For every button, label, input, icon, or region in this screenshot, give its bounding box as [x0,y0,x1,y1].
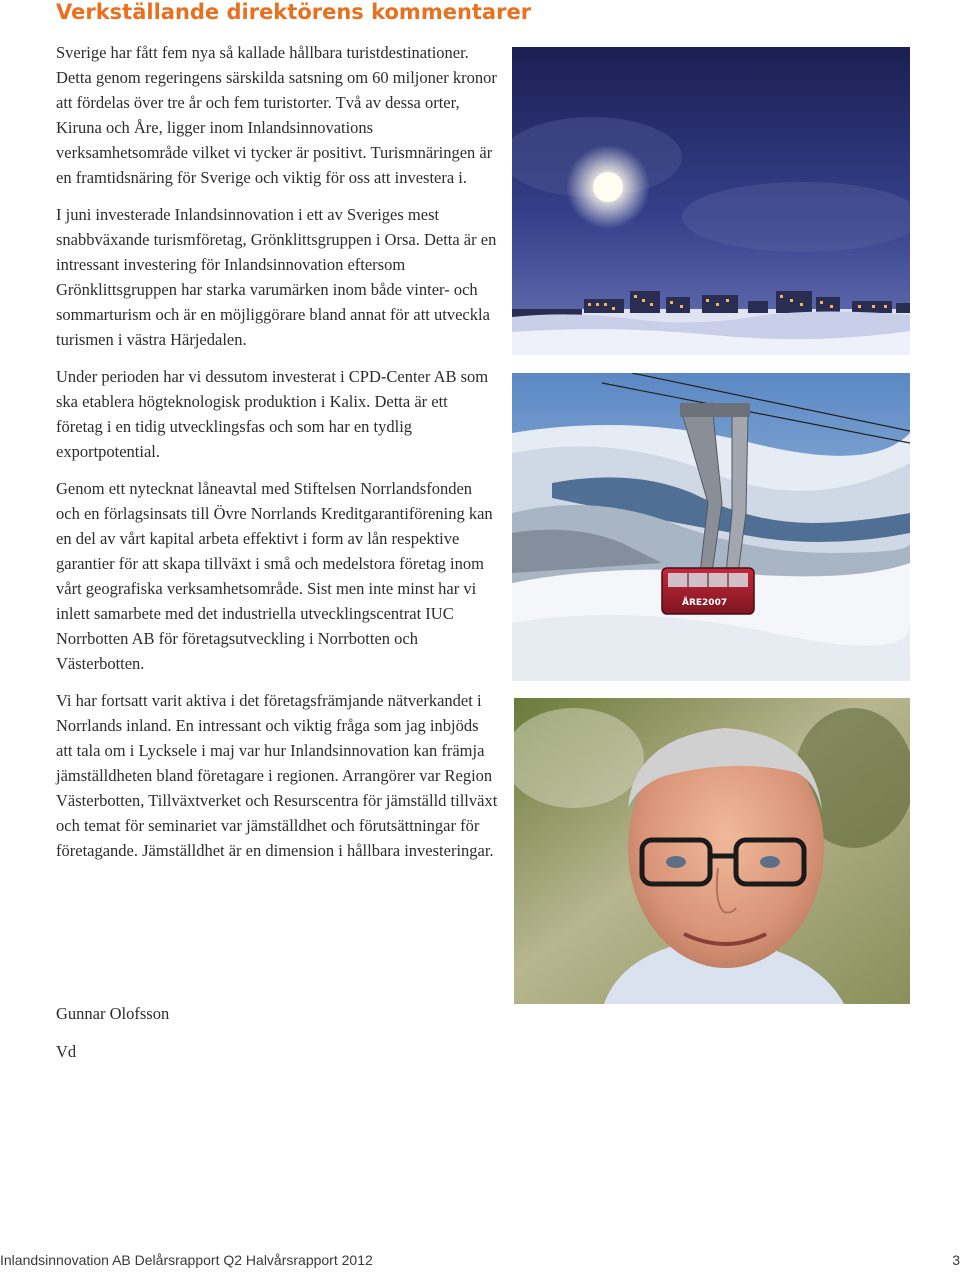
page-number: 3 [952,1252,960,1268]
gondola-photo [512,373,910,681]
signature-role: Vd [56,1042,77,1061]
body-text [56,40,498,875]
portrait-photo [514,698,910,1004]
gondola-sign: ÅRE2007 [682,598,728,608]
page-title: Verkställande direktörens kommentarer [56,0,532,24]
footer-report-title: Inlandsinnovation AB Delårsrapport Q2 Halvårsrapport 2012 [0,1252,373,1268]
paragraph: Under perioden har vi dessutom investerat i CPD-Center AB som ska etablera högteknologisk produktion i Kalix. Detta är ett företag i en tidig utvecklingsfas och som har en tydlig exportpotential. [56,367,489,461]
paragraph: Sverige har fått fem nya så kallade hållbara turistdestinationer. Detta genom regeringens särskilda satsning om 60 miljoner kronor att fördelas över tre år och fem turistorter. Två av dessa orter, Kiruna och Åre, ligger inom Inlandsinnovations verksamhetsområde vilket vi tycker är positivt. Turismnäringen är en framtidsnäring för Sverige och viktig för oss att investera i. [56,43,497,187]
signature-name: Gunnar Olofsson [56,1004,170,1023]
paragraph: I juni investerade Inlandsinnovation i ett av Sveriges mest snabbväxande turismföretag, Grönklittsgruppen i Orsa. Detta är en intressant investering för Inlandsinnovation eftersom Grönklittsgruppen har starka varumärken inom både vinter- och sommarturism och är en möjliggörare bland annat för att utveckla turismen i västra Härjedalen. [56,205,497,349]
paragraph: Vi har fortsatt varit aktiva i det företagsfrämjande nätverkandet i Norrlands inland. En intressant och viktig fråga som jag inbjöds att tala om i Lycksele i maj var hur Inlandsinnovation kan främja jämställdheten bland företagare i regionen. Arrangörer var Region Västerbotten, Tillväxtverket och Resurscentra för jämställd tillväxt och temat för seminariet var jämställdhet och förutsättningar för företagande. Jämställdhet är en dimension i hållbara investeringar. [56,691,498,860]
paragraph: Genom ett nytecknat låneavtal med Stiftelsen Norrlandsfonden och en förlagsinsats till Övre Norrlands Kreditgarantiförening kan en del av vårt kapital arbeta effektivt i form av lån respektive garantier för att skapa tillväxt i små och medelstora företag inom vårt geografiska verksamhetsområde. Sist men inte minst har vi inlett samarbete med det industriella utvecklingscentrat IUC Norrbotten AB för företagsutveckling i Norrbotten och Västerbotten. [56,479,493,673]
winter-town-photo [512,47,910,355]
